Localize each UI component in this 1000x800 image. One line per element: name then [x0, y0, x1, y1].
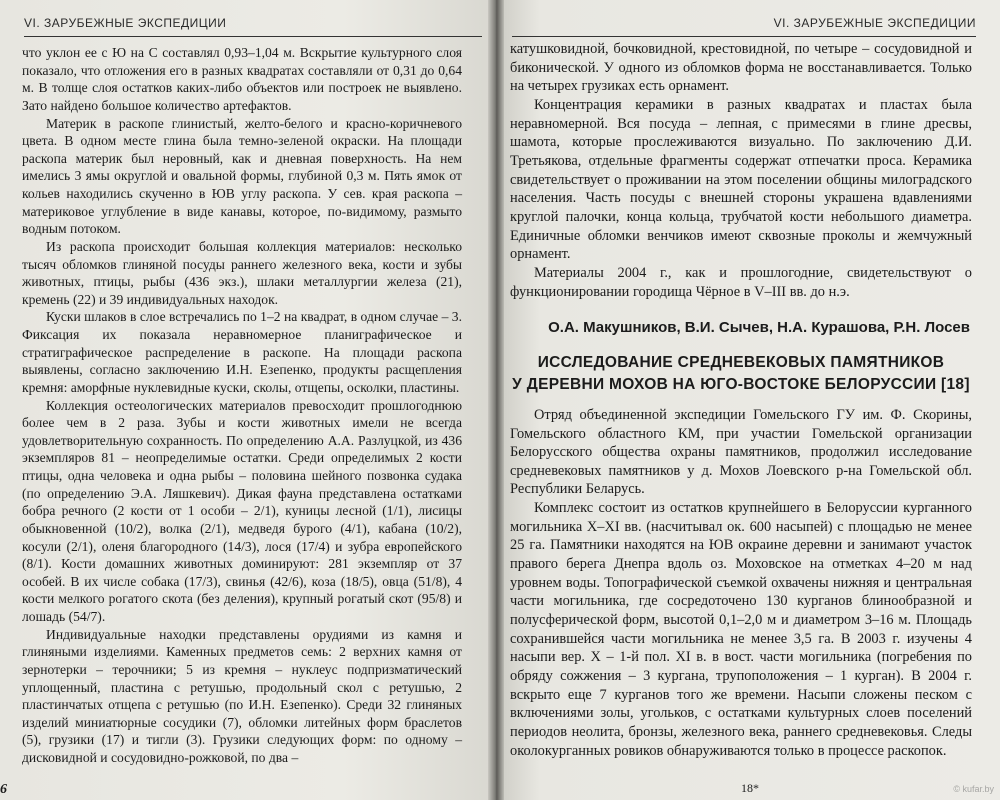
running-head-left: VI. ЗАРУБЕЖНЫЕ ЭКСПЕДИЦИИ: [24, 10, 482, 37]
right-page: [500, 0, 1000, 800]
left-text-block: [22, 44, 462, 767]
watermark: © kufar.by: [953, 784, 994, 794]
article-title-line: У ДЕРЕВНИ МОХОВ НА ЮГО-ВОСТОКЕ БЕЛОРУССИИ [18]: [512, 375, 970, 393]
page-number-left: 6: [0, 782, 7, 797]
running-head-right: VI. ЗАРУБЕЖНЫЕ ЭКСПЕДИЦИИ: [512, 10, 976, 37]
page-number-right: 18*: [741, 781, 759, 795]
paragraph: Индивидуальные находки представлены орудиями из камня и глиняными изделиями. Каменных предметов семь: 2 верхних камня от зернотерки – терочники; 5 из кремня – нуклеус подпризматический уплощенный, пластина с ретушью, продольный скол с ретушью, 2 пластинчатых отщепа с ретушью (по И.Н. Езепенко). Среди 32 глиняных изделий миниатюрные сосудики (7), обломки литейных форм браслетов (5), грузики (17) и тигли (3). Грузики следующих форм: по одному – дисковидной и сосудовидно-рожковой, по два –: [22, 626, 462, 765]
left-page: [0, 0, 492, 800]
paragraph: Материк в раскопе глинистый, желто-белого и красно-коричневого цвета. В одном месте глина была темно-зеленой окраски. На площади раскопа материк был неровный, как и дневная поверхность. На нем имелись 3 ямы округлой и овальной формы, глубиной 0,3 м. Пять ямок от кольев находились скученно в ЮВ углу раскопа. У сев. края раскопа – материковое углубление в виде канавы, которое, по-видимому, размыто водным потоком.: [22, 115, 462, 237]
paragraph: катушковидной, бочковидной, крестовидной, по четыре – сосудовидной и биконической. У одного из обломков форма не восстанавливается. Только на четырех грузиках есть орнамент.: [510, 41, 972, 95]
paragraph: Комплекс состоит из остатков крупнейшего в Белоруссии курганного могильника X–XI вв. (насчитывал ок. 600 насыпей) с площадью не менее 25 га. Памятники находятся на ЮВ окраине деревни и занимают участок правого берега Днепра вдоль оз. Моховское на отметках 4–20 м над уровнем воды. Топографической съемкой охвачены нижняя и центральная части могильника, где сосредоточено 130 курганов блинообразной и полусферической форм, высотой 0,1–2,0 м и диаметром 3–16 м. Площадь сохранившейся части могильника не менее 3,5 га. В 2003 г. изучены 4 насыпи вер. X – 1-й пол. XI в. в вост. части могильника (погребения по обряду сожжения – 3 кургана, трупоположения – 1 курган). В 2004 г. вскрыто еще 7 курганов того же времени. Насыпи сложены песком с включениями золы, угольков, с остатками культурных слоев поселений периодов неолита, бронзы, железного века, раннего средневековья. Следы околокурганных ровиков обнаруживаются только в процессе раскопок.: [510, 500, 972, 759]
paragraph: что уклон ее с Ю на С составлял 0,93–1,04 м. Вскрытие культурного слоя показало, что отложения его в разных квадратах составляли от 0,31 до 0,64 м. В толще слоя остатков каких-либо объектов или построек не выявлено. Зато найдено большое количество артефактов.: [22, 45, 462, 113]
article-title-line: ИССЛЕДОВАНИЕ СРЕДНЕВЕКОВЫХ ПАМЯТНИКОВ: [537, 353, 945, 371]
paragraph: Куски шлаков в слое встречались по 1–2 на квадрат, в одном случае – 3. Фиксация их показала неравномерное планиграфическое и стратиграфическое распределение в раскопе. На площади раскопа выявлены, согласно заключению И.Н. Езепенко, продукты расщепления кремня: аморфные нуклевидные куски, сколы, отщепы, осколки, пластины.: [22, 309, 462, 395]
right-text-block: [510, 40, 972, 760]
paragraph: Отряд объединенной экспедиции Гомельского ГУ им. Ф. Скорины, Гомельского областного КМ, при участии Гомельской организации Белорусского общества охраны памятников, продолжил исследование средневековых памятников у д. Мохов Лоевского р-на Гомельской обл. Республики Беларусь.: [510, 406, 972, 498]
article-authors: О.А. Макушников, В.И. Сычев, Н.А. Курашова, Р.Н. Лосев: [548, 319, 970, 337]
paragraph: Коллекция остеологических материалов превосходит прошлогоднюю более чем в 2 раза. Зубы и кости животных имели не всегда удовлетворительную сохранность. По определению А.А. Разлуцкой, из 436 экземпляров 81 – неопределимые остатки. Среди определимых 2 кости птицы, одна человека и одна рыбы – половина шейного позвонка судака (по определению Э.А. Ляшкевич). Дикая фауна представлена остатками бобра речного (2 кости от 1 особи – 2/1), куницы лесной (1/1), лисицы обыкновенной (10/2), волка (2/1), медведя бурого (4/1), кабана (10/2), косули (2/1), оленя благородного (14/3), лося (17/4) и зубра европейского (8/1). Кости домашних животных доминируют: 281 экземпляр от 37 особей. В их числе собака (17/3), свинья (42/6), коза (18/5), овца (51/8), 4 кости мелкого рогатого скота (без деления), крупный рогатый скот (95/8) и лошадь (54/7).: [22, 397, 462, 624]
paragraph: Концентрация керамики в разных квадратах и пластах была неравномерной. Вся посуда – лепная, с примесями в глине дресвы, шамота, которые прослеживаются визуально. По заключению Д.И. Третьякова, отдельные фрагменты содержат отпечатки проса. Керамика свидетельствует о проживании на этом поселении общины милоградского населения. Часть посуды с внешней стороны украшена вдавлениями круглой палочки, конца кольца, трубчатой кости небольшого диаметра. Единичные обломки венчиков имеют сквозные проколы и жемчужный орнамент.: [510, 96, 972, 263]
paragraph: Из раскопа происходит большая коллекция материалов: несколько тысяч обломков глиняной посуды раннего железного века, кости и зубы животных, птицы, рыбы (436 экз.), шлаки металлургии железа (21), кремень (22) и 39 индивидуальных находок.: [22, 238, 462, 307]
book-gutter: [488, 0, 504, 800]
article-title: [510, 352, 972, 396]
paragraph: Материалы 2004 г., как и прошлогодние, свидетельствуют о функционировании городища Чёрное в V–III вв. до н.э.: [510, 264, 972, 300]
